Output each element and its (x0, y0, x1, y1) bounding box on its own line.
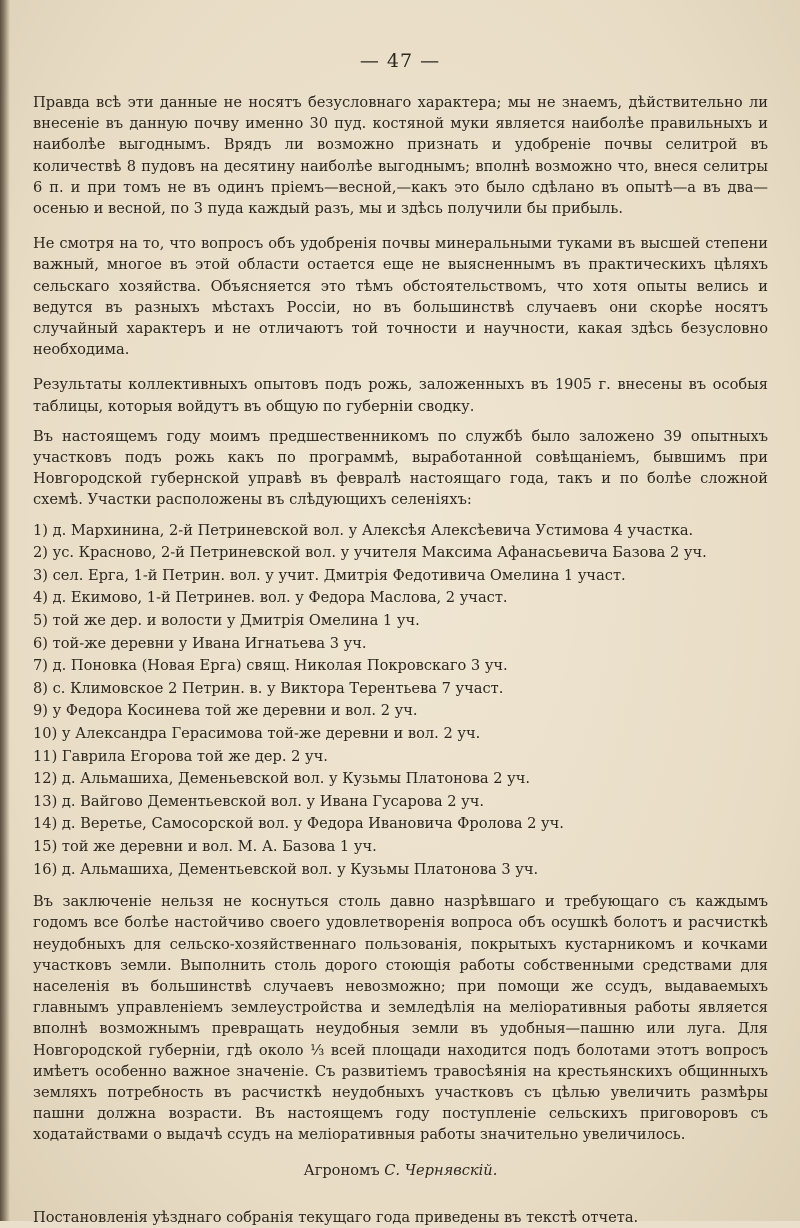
paragraph-collective-results: Результаты коллективныхъ опытовъ подъ рожь, заложенныхъ въ 1905 г. внесены въ особыя таблицы, которыя войдутъ въ общую по губерніи сводку. (33, 376, 768, 415)
list-item: 11) Гаврила Егорова той же дер. 2 уч. (33, 747, 328, 765)
list-item: 15) той же деревни и вол. М. А. Базова 1 уч. (33, 837, 377, 855)
paragraph-conclusion: Въ заключеніе нельзя не коснуться столь давно назрѣвшаго и требующаго съ каждымъ годомъ все болѣе настойчиво своего удовлетворенія вопроса объ осушкѣ болотъ и расчисткѣ неудобныхъ для сельско-хозяйственнаго пользованія, покрытыхъ кустарникомъ и кочками участковъ земли. Выполнить столь дорого стоющія работы собственными средствами для населенія въ большинствѣ случаевъ невозможно; при помощи же ссудъ, выдаваемыхъ главнымъ управленіемъ землеустройства и земледѣлія на меліоративныя работы является вполнѣ возможнымъ превращать неудобныя земли въ удобныя—пашню или луга. Для Новгородской губерніи, гдѣ около ⅓ всей площади находится подъ болотами этотъ вопросъ имѣетъ особенно важное значеніе. Съ развитіемъ травосѣянія на крестьянскихъ общинныхъ земляхъ потребность въ расчисткѣ неудобныхъ участковъ съ цѣлью увеличить размѣры пашни должна возрасти. Въ настоящемъ году поступленіе сельскихъ приговоровъ съ ходатайствами о выдачѣ ссудъ на меліоративныя работы значительно увеличилось. (33, 893, 768, 1144)
list-item: 2) ус. Красново, 2-й Петриневской вол. у учителя Максима Афанасьевича Базова 2 уч. (33, 544, 707, 562)
list-item: 8) с. Климовское 2 Петрин. в. у Виктора Терентьева 7 участ. (33, 679, 504, 697)
list-item: 9) у Федора Косинева той же деревни и вол. 2 уч. (33, 702, 418, 720)
book-spine-shadow (0, 0, 10, 1221)
list-item: 5) той же дер. и волости у Дмитрія Омелина 1 уч. (33, 612, 420, 630)
list-item: 12) д. Альмашиха, Деменьевской вол. у Кузьмы Платонова 2 уч. (33, 770, 531, 788)
list-item: 7) д. Поновка (Новая Ерга) свящ. Николая Покровскаго 3 уч. (33, 657, 508, 675)
list-item: 6) той-же деревни у Ивана Игнатьева 3 уч. (33, 634, 367, 652)
body-text (33, 92, 768, 1228)
paragraph-mineral-fertilizers: Не смотря на то, что вопросъ объ удобренія почвы минеральными туками въ высшей степени важный, многое въ этой области остается еще не выясненнымъ въ практическихъ цѣляхъ сельскаго хозяйства. Объясняется это тѣмъ обстоятельствомъ, что хотя опыты велись и ведутся въ разныхъ мѣстахъ Россіи, но въ большинствѣ случаевъ они скорѣе носятъ случайный характеръ и не отличаютъ той точности и научности, какая здѣсь безусловно необходима. (33, 235, 768, 359)
list-item: 14) д. Веретье, Самосорской вол. у Федора Ивановича Фролова 2 уч. (33, 815, 564, 833)
list-item: 1) д. Мархинина, 2-й Петриневской вол. у Алексѣя Алексѣевича Устимова 4 участка. (33, 521, 694, 539)
list-item: 13) д. Вайгово Дементьевской вол. у Ивана Гусарова 2 уч. (33, 792, 485, 810)
list-item: 3) сел. Ерга, 1-й Петрин. вол. у учит. Дмитрія Федотивича Омелина 1 участ. (33, 566, 626, 584)
list-item: 4) д. Екимово, 1-й Петринев. вол. у Федора Маслова, 2 участ. (33, 589, 508, 607)
page-number: — 47 — (359, 50, 441, 72)
signature-name: С. Чернявскій. (384, 1161, 498, 1179)
closing-line: Постановленія уѣзднаго собранія текущаго года приведены въ текстѣ отчета. (33, 1208, 639, 1226)
list-item: 10) у Александра Герасимова той-же деревни и вол. 2 уч. (33, 725, 481, 742)
signature (33, 1160, 768, 1181)
signature-title: Агрономъ (303, 1161, 380, 1179)
paragraph-plots-this-year: Въ настоящемъ году моимъ предшественникомъ по службѣ было заложено 39 опытныхъ участковъ подъ рожь какъ по программѣ, выработанной совѣщаніемъ, бывшимъ при Новгородской губернской управѣ въ февралѣ настоящаго года, такъ и по болѣе сложной схемѣ. Участки расположены въ слѣдующихъ селеніяхъ: (33, 427, 768, 509)
plot-list (33, 520, 768, 882)
paragraph-fertilizer-doubts: Правда всѣ эти данные не носятъ безусловнаго характера; мы не знаемъ, дѣйствительно ли внесеніе въ данную почву именно 30 пуд. костяной муки является наиболѣе правильныхъ и наиболѣе выгоднымъ. Врядъ ли возможно признать и удобреніе почвы селитрой въ количествѣ 8 пудовъ на десятину наиболѣе выгоднымъ; вполнѣ возможно что, внеся селитры 6 п. и при томъ не въ одинъ пріемъ—весной,—какъ это было сдѣлано въ опытѣ—а въ два—осенью и весной, по 3 пуда каждый разъ, мы и здѣсь получили бы прибыль. (33, 94, 768, 218)
list-item: 16) д. Альмашиха, Дементьевской вол. у Кузьмы Платонова 3 уч. (33, 860, 539, 878)
